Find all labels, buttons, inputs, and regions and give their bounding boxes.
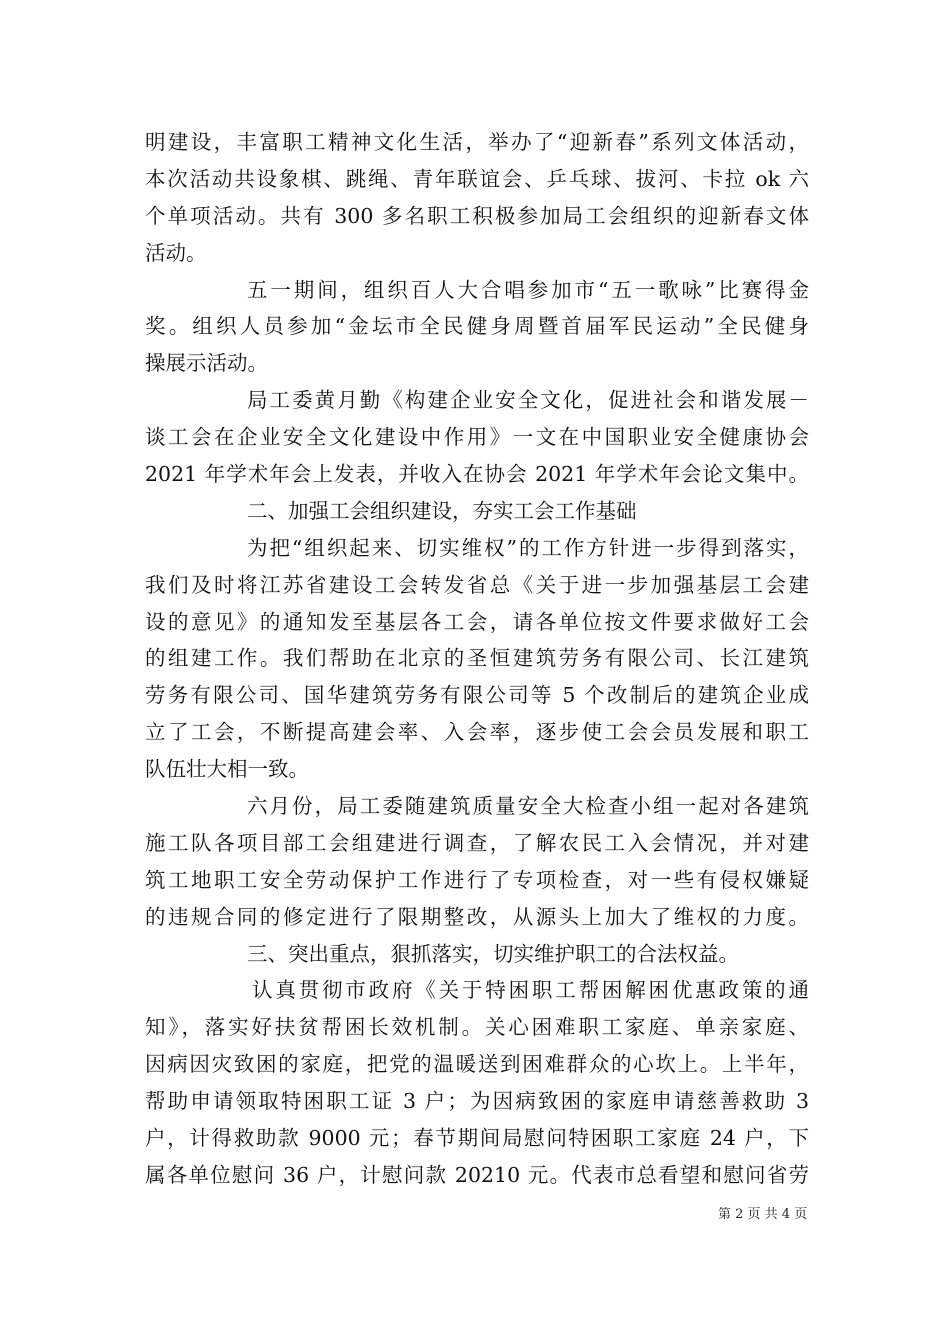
text-line: 户，计得救助款 9000 元；春节期间局慰问特困职工家庭 24 户，下 [145,1126,809,1151]
paragraph-first-line: 局工委黄月勤《构建企业安全文化，促进社会和谐发展－ [247,388,809,413]
text-line: 谈工会在企业安全文化建设中作用》一文在中国职业安全健康协会 [145,425,809,450]
text-line: 的违规合同的修定进行了限期整改，从源头上加大了维权的力度。 [145,904,809,929]
section-heading-2: 二、加强工会组织建设，夯实工会工作基础 [247,498,637,523]
text-line: 劳务有限公司、国华建筑劳务有限公司等 5 个改制后的建筑企业成 [145,683,809,708]
text-line: 施工队各项目部工会组建进行调查，了解农民工入会情况，并对建 [145,830,809,855]
text-line: 的组建工作。我们帮助在北京的圣恒建筑劳务有限公司、长江建筑 [145,646,809,671]
paragraph-first-line: 五一期间，组织百人大合唱参加市“五一歌咏”比赛得金 [247,277,809,302]
text-line: 帮助申请领取特困职工证 3 户；为因病致困的家庭申请慈善救助 3 [145,1089,809,1114]
text-line: 操展示活动。 [145,351,268,376]
text-line: 因病因灾致困的家庭，把党的温暖送到困难群众的心坎上。上半年， [145,1052,809,1077]
text-line: 筑工地职工安全劳动保护工作进行了专项检查，对一些有侵权嫌疑 [145,867,809,892]
text-line: 明建设，丰富职工精神文化生活，举办了“迎新春”系列文体活动， [145,130,809,154]
section-heading-3: 三、突出重点，狠抓落实，切实维护职工的合法权益。 [247,941,739,966]
text-line: 立了工会，不断提高建会率、入会率，逐步使工会会员发展和职工 [145,720,809,745]
paragraph-first-line: 为把“组织起来、切实维权”的工作方针进一步得到落实， [247,535,809,560]
paragraph-first-line: 认真贯彻市政府《关于特困职工帮困解困优惠政策的通 [252,978,809,1003]
page-number-footer: 第 2 页 共 4 页 [718,1207,808,1222]
text-line: 属各单位慰问 36 户，计慰问款 20210 元。代表市总看望和慰问省劳 [145,1162,809,1187]
text-line: 2021 年学术年会上发表，并收入在协会 2021 年学术年会论文集中。 [145,462,809,487]
text-line: 本次活动共设象棋、跳绳、青年联谊会、乒乓球、拔河、卡拉 ok 六 [145,166,809,191]
text-line: 个单项活动。共有 300 多名职工积极参加局工会组织的迎新春文体 [145,203,809,228]
text-line: 活动。 [145,240,207,265]
document-body [145,124,809,1194]
text-line: 设的意见》的通知发至基层各工会，请各单位按文件要求做好工会 [145,609,809,634]
text-line: 奖。组织人员参加“金坛市全民健身周暨首届军民运动”全民健身 [145,314,809,339]
paragraph-first-line: 六月份，局工委随建筑质量安全大检查小组一起对各建筑 [247,794,809,819]
text-line: 我们及时将江苏省建设工会转发省总《关于进一步加强基层工会建 [145,572,809,597]
text-line: 知》，落实好扶贫帮困长效机制。关心困难职工家庭、单亲家庭、 [145,1015,809,1040]
text-line: 队伍壮大相一致。 [145,757,309,782]
